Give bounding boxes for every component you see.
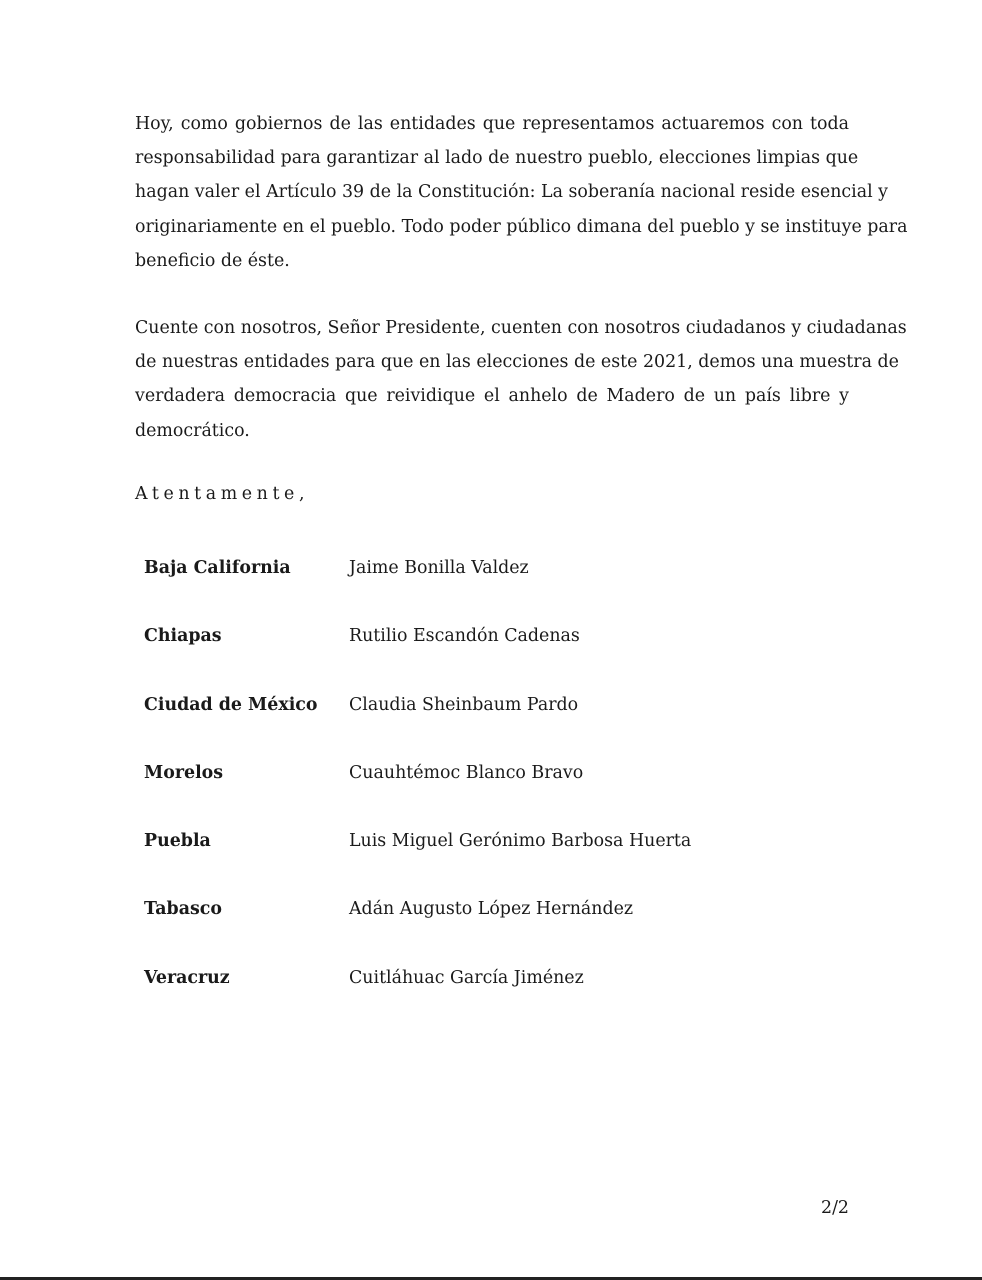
signatory-state: Tabasco	[144, 899, 222, 920]
signatories-list	[144, 552, 764, 1030]
page-number: 2/2	[821, 1198, 849, 1218]
signatory-row	[144, 962, 764, 1030]
signatory-name: Jaime Bonilla Valdez	[349, 558, 529, 578]
paragraph-line: Hoy, como gobiernos de las entidades que representamos actuaremos con toda	[135, 114, 849, 134]
signatory-name: Cuitláhuac García Jiménez	[349, 967, 584, 988]
paragraph-elections	[135, 107, 908, 278]
paragraph-appeal	[135, 311, 907, 448]
signatory-name: Rutilio Escandón Cadenas	[349, 626, 580, 647]
signatory-row	[144, 552, 764, 620]
paragraph-line: hagan valer el Artículo 39 de la Constitución: La soberanía nacional reside esencial y	[135, 182, 888, 203]
paragraph-line: democrático.	[135, 420, 250, 441]
signatory-row	[144, 825, 764, 893]
signatory-state: Veracruz	[144, 967, 230, 988]
signatory-name: Cuauhtémoc Blanco Bravo	[349, 762, 584, 783]
paragraph-line: beneficio de éste.	[135, 250, 290, 271]
paragraph-line: originariamente en el pueblo. Todo poder público dimana del pueblo y se instituye para	[135, 216, 908, 237]
signatory-name: Claudia Sheinbaum Pardo	[349, 694, 579, 715]
signatory-row	[144, 620, 764, 688]
paragraph-line: Cuente con nosotros, Señor Presidente, cuenten con nosotros ciudadanos y ciudadanas	[135, 318, 907, 338]
signatory-state: Morelos	[144, 762, 224, 783]
signatory-state: Ciudad de México	[144, 694, 318, 715]
paragraph-line: de nuestras entidades para que en las elecciones de este 2021, demos una muestra de	[135, 352, 899, 373]
closing-salutation: Atentamente,	[135, 484, 310, 504]
paragraph-line: verdadera democracia que reividique el anhelo de Madero de un país libre y	[135, 386, 849, 407]
signatory-name: Adán Augusto López Hernández	[349, 899, 634, 920]
signatory-row	[144, 689, 764, 757]
signatory-name: Luis Miguel Gerónimo Barbosa Huerta	[349, 831, 692, 852]
paragraph-line: responsabilidad para garantizar al lado de nuestro pueblo, elecciones limpias que	[135, 148, 859, 169]
signatory-state: Puebla	[144, 831, 211, 852]
signatory-state: Chiapas	[144, 626, 222, 647]
signatory-state: Baja California	[144, 558, 291, 578]
signatory-row	[144, 757, 764, 825]
signatory-row	[144, 893, 764, 961]
